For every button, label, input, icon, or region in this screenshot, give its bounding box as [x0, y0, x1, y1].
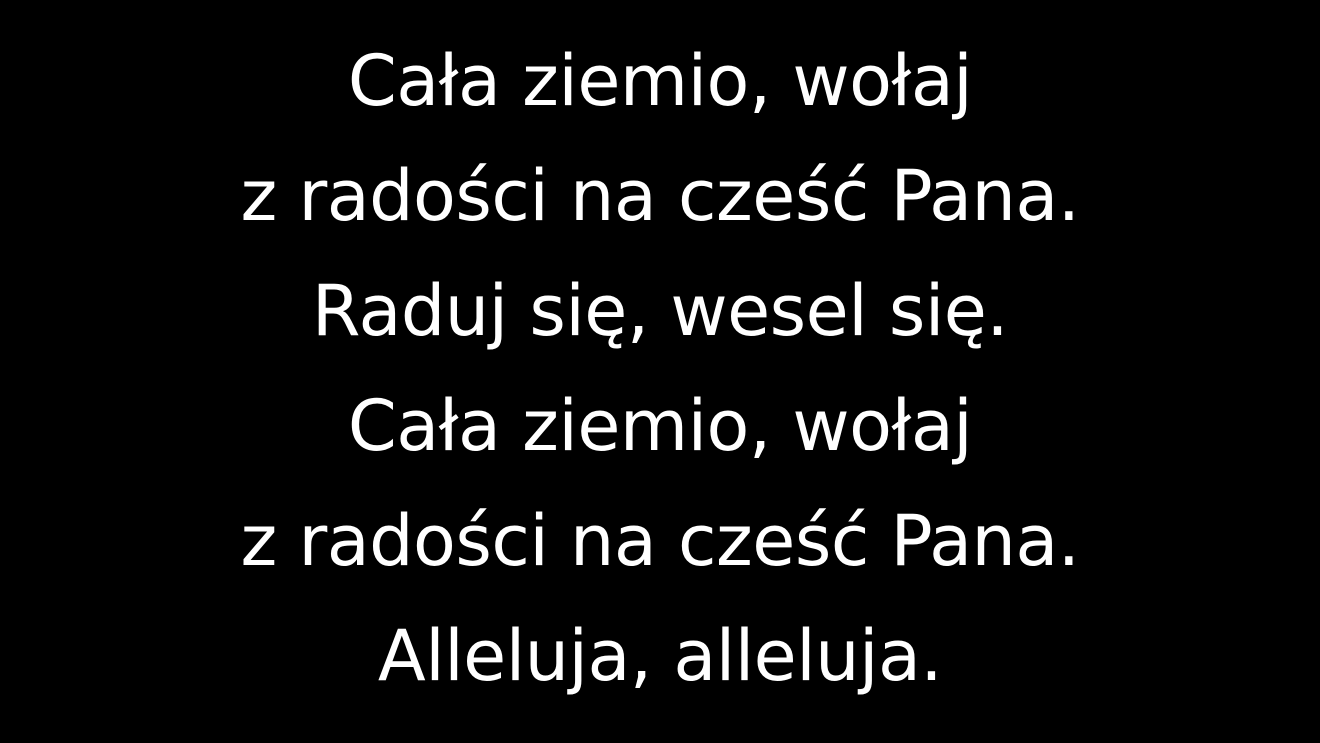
lyric-line-6: Alleluja, alleluja.: [377, 615, 943, 697]
lyric-line-2: z radości na cześć Pana.: [240, 155, 1080, 237]
lyric-line-3: Raduj się, wesel się.: [311, 270, 1009, 352]
lyric-line-4: Cała ziemio, wołaj: [347, 385, 973, 467]
lyric-line-1: Cała ziemio, wołaj: [347, 40, 973, 122]
lyrics-text-block: [0, 24, 1320, 714]
lyric-line-5: z radości na cześć Pana.: [240, 500, 1080, 582]
